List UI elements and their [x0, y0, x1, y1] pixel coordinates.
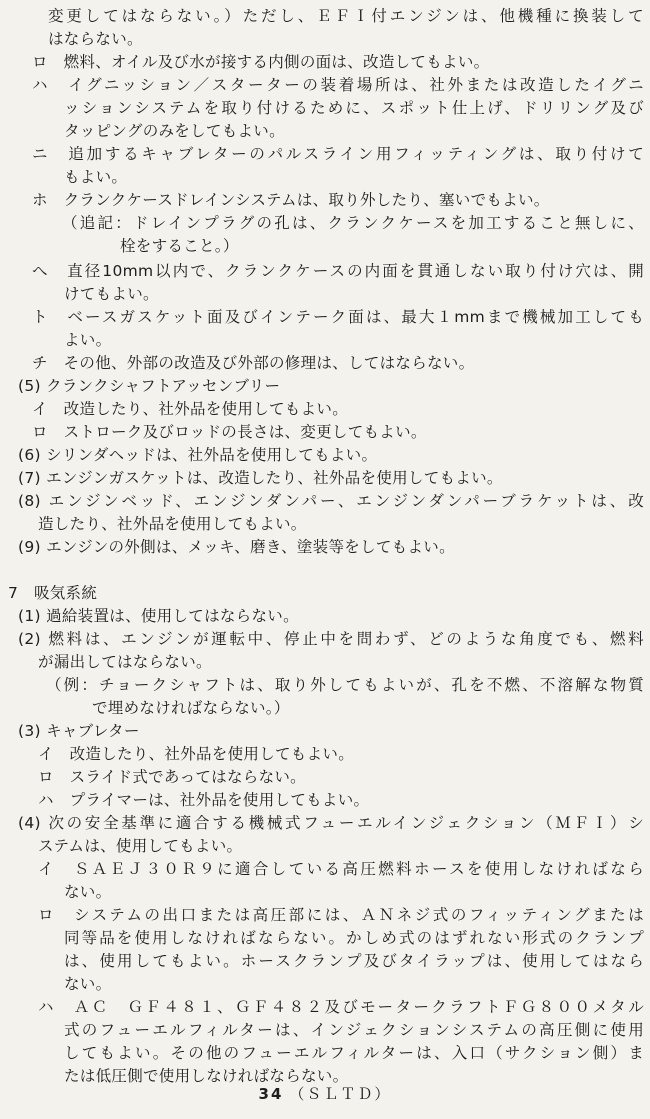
text-line: 同等品を使用しなければならない。かしめ式のはずれない形式のクランプ: [64, 929, 644, 947]
text-line: (8) エンジンベッド、エンジンダンパー、エンジンダンパーブラケットは、改: [18, 492, 644, 510]
text-line: ロ システムの出口または高圧部には、ＡＮネジ式のフィッティングまたは: [38, 906, 644, 924]
text-line: ハ ＡＣ ＧＦ４８１、ＧＦ４８２及びモータークラフトＦＧ８００メタル: [38, 998, 644, 1016]
text-line: (2) 燃料は、エンジンが運転中、停止中を問わず、どのような角度でも、燃料: [18, 630, 644, 648]
text-line: (6) シリンダヘッドは、社外品を使用してもよい。: [18, 446, 378, 464]
text-line: ステムは、使用してもよい。: [38, 837, 243, 855]
text-line: 式のフューエルフィルターは、インジェクションシステムの高圧側に使用: [64, 1021, 644, 1039]
text-line: タッピングのみをしてもよい。: [64, 122, 285, 140]
text-line: イ 改造したり、社外品を使用してもよい。: [38, 745, 355, 763]
text-line: チ その他、外部の改造及び外部の修理は、してはならない。: [32, 354, 475, 372]
text-line: で埋めなければならない。）: [92, 699, 290, 717]
text-line: ロ 燃料、オイル及び水が接する内側の面は、改造してもよい。: [32, 53, 490, 71]
section-code: （ＳＬＴＤ）: [289, 1085, 392, 1103]
text-line: (1) 過給装置は、使用してはならない。: [18, 607, 299, 625]
text-line: ッションシステムを取り付けるために、スポット仕上げ、ドリリング及び: [64, 99, 644, 117]
section-heading: (5) クランクシャフトアッセンブリー: [18, 377, 281, 395]
text-line: たは低圧側で使用しなければならない。: [64, 1067, 349, 1085]
text-line: ト ベースガスケット面及びインテーク面は、最大１mmまで機械加工しても: [32, 308, 644, 326]
text-line: ハ プライマーは、社外品を使用してもよい。: [38, 791, 370, 809]
text-line: イ 改造したり、社外品を使用してもよい。: [32, 400, 349, 418]
text-line: イ ＳＡＥＪ３０Ｒ９に適合している高圧燃料ホースを使用しなければなら: [38, 860, 644, 878]
text-line: 造したり、社外品を使用してもよい。: [38, 515, 307, 533]
text-line: ニ 追加するキャブレターのパルスライン用フィッティングは、取り付けて: [32, 145, 644, 163]
text-line: へ 直径10mm以内で、クランクケースの内面を貫通しない取り付け穴は、開: [32, 262, 644, 280]
text-line: もよい。: [64, 168, 128, 186]
text-line: （追記：ドレインプラグの孔は、クランクケースを加工すること無しに、: [62, 214, 644, 232]
page-number: 34: [258, 1085, 284, 1103]
text-line: ない。: [64, 975, 112, 993]
text-line: よい。: [64, 331, 112, 349]
text-line: はならない。: [48, 30, 143, 48]
text-line: 栓をすること。）: [120, 237, 239, 255]
text-line: (4) 次の安全基準に適合する機械式フューエルインジェクション（ＭＦＩ）シ: [18, 814, 644, 832]
text-line: 変更してはならない。）ただし、ＥＦＩ付エンジンは、他機種に換装して: [48, 7, 644, 25]
text-line: けてもよい。: [64, 285, 159, 303]
page-footer: [0, 1083, 650, 1104]
text-line: は、使用してもよい。ホースクランプ及びタイラップは、使用してはなら: [64, 952, 644, 970]
text-line: してもよい。その他のフューエルフィルターは、入口（サクション側）ま: [64, 1044, 644, 1062]
text-line: が漏出してはならない。: [38, 653, 212, 671]
text-line: (9) エンジンの外側は、メッキ、磨き、塗装等をしてもよい。: [18, 538, 455, 556]
text-line: （例：チョークシャフトは、取り外してもよいが、孔を不燃、不溶解な物質: [46, 676, 644, 694]
text-line: ロ スライド式であってはならない。: [38, 768, 306, 786]
chapter-heading: 7 吸気系統: [8, 584, 98, 602]
text-line: (7) エンジンガスケットは、改造したり、社外品を使用してもよい。: [18, 469, 503, 487]
section-heading: (3) キャブレター: [18, 722, 140, 740]
text-line: ハ イグニッション／スターターの装着場所は、社外または改造したイグニ: [32, 76, 644, 94]
text-line: ない。: [64, 883, 112, 901]
text-line: ロ ストローク及びロッドの長さは、変更してもよい。: [32, 423, 427, 441]
text-line: ホ クランクケースドレインシステムは、取り外したり、塞いでもよい。: [32, 191, 550, 209]
